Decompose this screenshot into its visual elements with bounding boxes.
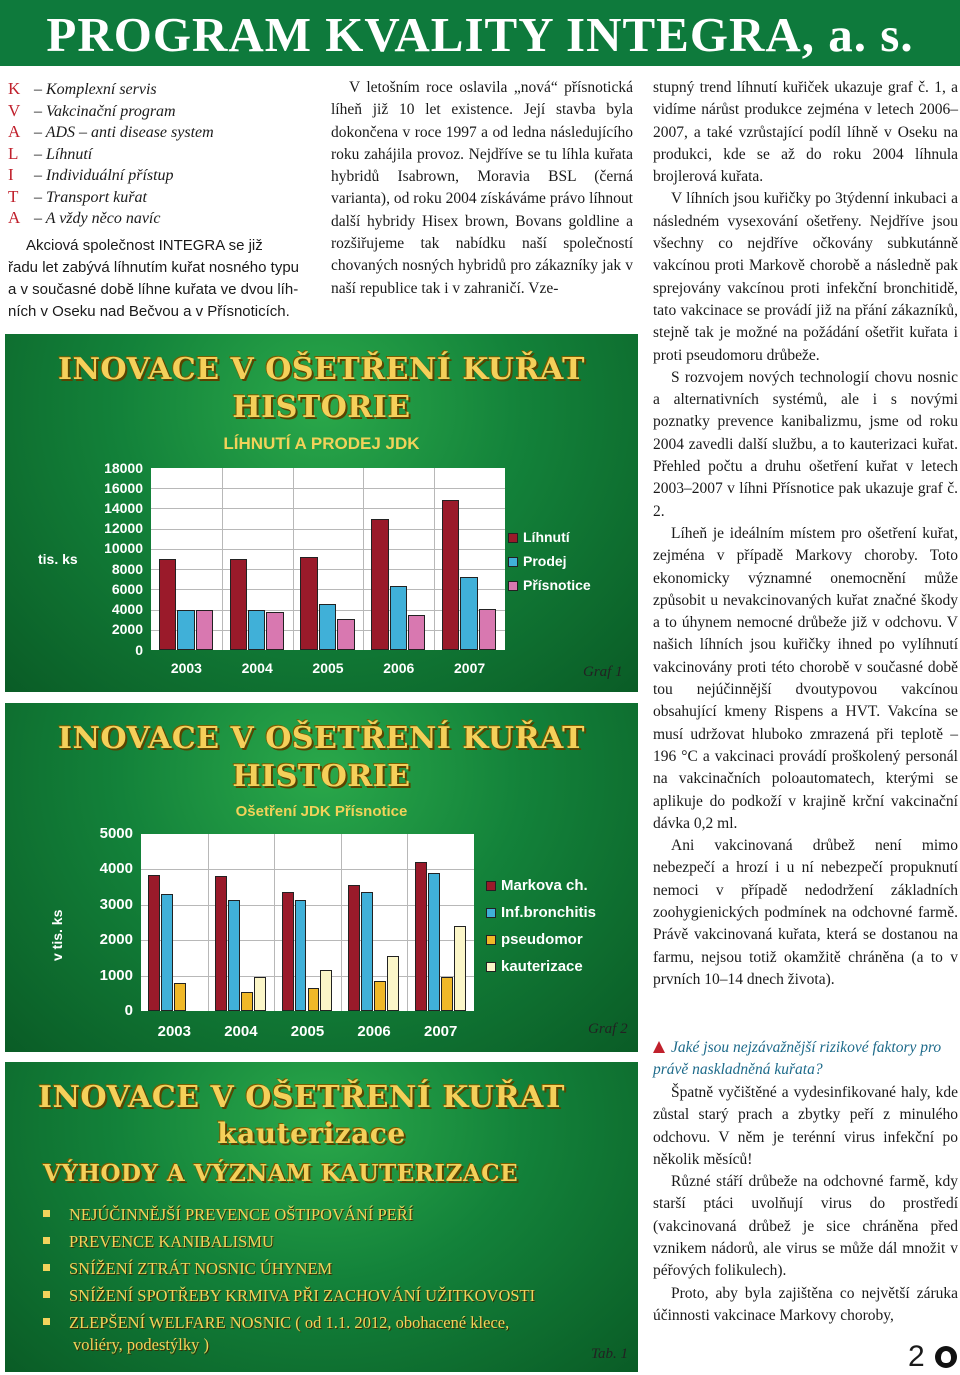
intro-line: a v současné době líhne kuřata ve dvou líh- xyxy=(8,281,299,298)
bar-2006-3 xyxy=(387,956,399,1011)
bar-2003-2 xyxy=(196,610,213,650)
y-tick-label: 2000 xyxy=(99,931,133,949)
column3-text-after xyxy=(653,1082,958,1327)
slide1-title-line1: INOVACE V OŠETŘENÍ KUŘAT xyxy=(58,352,585,387)
acrostic-row xyxy=(8,121,308,143)
x-tick-label: 2003 xyxy=(170,660,202,676)
x-tick-label: 2005 xyxy=(312,660,344,676)
column3-paragraph: Špatně vyčištěné a vydesinfikované haly, kde zůstal starý prach a zbytky peří z minulého odchovu. V něm je terénní virus infekční po několik měsíců! xyxy=(653,1084,958,1168)
chart1-plot-area xyxy=(151,468,505,650)
legend-swatch xyxy=(486,881,496,891)
y-tick-label: 14000 xyxy=(104,500,143,517)
chart2-title: Ošetření JDK Přísnotice xyxy=(235,803,408,820)
acrostic-letter: I xyxy=(8,165,14,184)
chart1-ylabel: tis. ks xyxy=(38,551,78,567)
gridline-vertical xyxy=(208,834,209,1011)
triangle-icon xyxy=(653,1041,665,1053)
legend-swatch xyxy=(486,962,496,972)
column3-paragraph: Líheň je ideálním místem pro ošetření kuřat, zejména v případě Markovy choroby. Toto ekonomicky významné onemocnění může způsobit u nevakcinovaných kuřat značné škody a to úhynem nemocné drůbeže již v odchovu. V našich líhních jsou kuřičky ihned po vylíhnutí vakcinovány proti této chorobě v současné době tou nejúčinnější dvoutypovou vakcínou obsahující kmeny Rispens a HVT. Vakcína se musí udržovat hluboko zmrazená při teplotě –196 °C a vakcinaci provádí proškolený personál na vakcinačních poloautomatech, kterými se aplikuje do podkoží v krajině krční vakcinační dávka 0,2 ml. xyxy=(653,524,958,832)
acrostic-text: – Komplexní servis xyxy=(34,81,157,98)
benefit-item: ZLEPŠENÍ WELFARE NOSNIC ( od 1.1. 2012, obohacené klece, xyxy=(43,1313,509,1333)
y-tick-label: 16000 xyxy=(104,479,143,496)
column3-paragraph: Ani vakcinovaná drůbež není mimo nebezpečí a hrozí i u ní nebezpečí propuknutí nemoci v případě nedodržení základních zoohygienických podmínek na odchovné farmě. Právě vakcinovaná kuřata, která se dostanou na farmu, nejsou totiž okamžitě chráněna (a to v prvních 10–14 dnech života). xyxy=(653,837,958,988)
legend-item xyxy=(486,904,596,921)
acrostic-row xyxy=(8,143,308,165)
legend-swatch xyxy=(508,557,518,567)
benefit-item: PREVENCE KANIBALISMU xyxy=(43,1232,274,1252)
graf2-caption: Graf 2 xyxy=(588,1021,628,1037)
acrostic-row xyxy=(8,100,308,122)
legend-swatch xyxy=(508,533,518,543)
bar-2003-0 xyxy=(148,875,160,1011)
y-tick-label: 3000 xyxy=(99,895,133,913)
bar-2006-2 xyxy=(374,981,386,1011)
legend-label: Markova ch. xyxy=(501,877,588,894)
y-tick-label: 2000 xyxy=(111,621,143,638)
intro-line: Akciová společnost INTEGRA se již xyxy=(26,237,263,254)
graf1-caption: Graf 1 xyxy=(583,664,623,680)
column3-paragraph: Proto, aby byla zajištěna co největší záruka účinnosti vakcinace Markovy choroby, xyxy=(653,1284,958,1324)
acrostic-letter: K xyxy=(8,79,21,98)
acrostic-letter: T xyxy=(8,186,19,206)
legend-item xyxy=(508,553,567,569)
gridline-vertical xyxy=(434,468,435,650)
x-tick-label: 2007 xyxy=(454,660,486,676)
bar-2006-2 xyxy=(408,615,425,650)
bar-2007-2 xyxy=(441,977,453,1011)
question-heading xyxy=(653,1037,958,1082)
bar-2006-1 xyxy=(390,586,407,650)
legend-label: kauterizace xyxy=(501,958,583,975)
acrostic-text: – A vždy něco navíc xyxy=(34,210,161,227)
bar-2006-0 xyxy=(348,885,360,1011)
slide2-title-line1: INOVACE V OŠETŘENÍ KUŘAT xyxy=(58,721,585,756)
intro-line: ních v Oseku nad Bečvou a v Přísnoticích. xyxy=(8,303,290,320)
question-text: Jaké jsou nejzávažnější rizikové faktory pro právě naskladněná kuřata? xyxy=(653,1039,942,1079)
column3-paragraph: stupný trend líhnutí kuřiček ukazuje graf č. 1, a vidíme nárůst produkce zejména v letech 2006–2007, a také vzrůstající podíl líhně v Oseku na produkci, kde se až do roku 2004 líhnula brojlerová kuřata. xyxy=(653,79,958,186)
y-tick-label: 8000 xyxy=(111,560,143,577)
chart1-title: LÍHNUTÍ A PRODEJ JDK xyxy=(223,434,420,453)
y-tick-label: 5000 xyxy=(99,825,133,842)
y-tick-label: 4000 xyxy=(111,601,143,618)
slide-cauterization xyxy=(5,1062,638,1372)
chart2-ylabel: v tis. ks xyxy=(49,909,65,961)
bar-2007-1 xyxy=(460,577,477,650)
benefit-item-continuation: voliéry, podestýlky ) xyxy=(73,1335,209,1354)
slide3-title-line2: kauterizace xyxy=(217,1117,406,1150)
bullet-icon xyxy=(43,1237,50,1244)
bar-2005-0 xyxy=(282,892,294,1011)
y-tick-label: 12000 xyxy=(104,520,143,537)
slide3-title-line1: INOVACE V OŠETŘENÍ KUŘAT xyxy=(38,1080,565,1115)
chart2-plot-area xyxy=(141,834,474,1011)
column2-paragraph: V letošním roce oslavila „nová“ přísnotická líheň již 10 let existence. Její stavba byla dokončena v roce 1997 a od ledna následujícího roku zahájila provoz. Nejdříve se tu líhla kuřata hybridů Isabrown, Moravia BSL (černá varianta), od roku 2004 získáváme právo líhnout další hybridy Hisex brown, Bovans goldline a rozšiřujeme tak nabídku naší společností chovaných nosných hybridů pro zákazníky jak v naší republice tak i v zahraničí. Vze- xyxy=(331,79,633,297)
acrostic-letter: L xyxy=(8,143,19,163)
gridline xyxy=(151,488,505,489)
x-tick-label: 2007 xyxy=(424,1023,458,1040)
acrostic-text: – Individuální přístup xyxy=(34,167,174,184)
intro-paragraph xyxy=(8,235,308,323)
logo-icon xyxy=(935,1346,957,1368)
acrostic-letter: A xyxy=(8,122,21,141)
bar-2007-1 xyxy=(428,873,440,1011)
x-tick-label: 2006 xyxy=(383,660,415,676)
bullet-icon xyxy=(43,1210,50,1217)
gridline-vertical xyxy=(222,468,223,650)
legend-item xyxy=(486,958,583,975)
column3-paragraph: Různé stáří drůbeže na odchovné farmě, kdy starší ptáci uvolňují virus do prostředí (vakcinovaná drůbež je sice chráněna před vznikem nádorů, ale virus se může dál množit v péřových folikulech). xyxy=(653,1173,958,1280)
y-tick-label: 4000 xyxy=(99,860,133,878)
bar-2005-2 xyxy=(337,619,354,650)
x-tick-label: 2004 xyxy=(224,1023,258,1040)
y-tick-label: 0 xyxy=(124,1002,133,1019)
gridline-vertical xyxy=(274,834,275,1011)
benefit-item: SNÍŽENÍ SPOTŘEBY KRMIVA PŘI ZACHOVÁNÍ UŽITKOVOSTI xyxy=(43,1286,535,1306)
column3-text xyxy=(653,77,958,991)
bullet-icon xyxy=(43,1264,50,1271)
slide1-title-line2: HISTORIE xyxy=(232,390,411,425)
bar-2005-1 xyxy=(319,604,336,651)
slide2-title-line2: HISTORIE xyxy=(232,759,411,794)
legend-item xyxy=(508,577,591,593)
gridline-vertical xyxy=(363,468,364,650)
bar-2004-0 xyxy=(230,559,247,650)
bar-2007-0 xyxy=(442,500,459,650)
acrostic-text: – Líhnutí xyxy=(34,145,93,163)
acrostic-row xyxy=(8,186,308,208)
legend-label: Přísnotice xyxy=(523,577,591,593)
gridline-vertical xyxy=(341,834,342,1011)
y-tick-label: 0 xyxy=(135,641,143,658)
legend-swatch xyxy=(486,908,496,918)
bar-2004-3 xyxy=(254,977,266,1011)
x-tick-label: 2004 xyxy=(241,660,273,676)
benefit-item: SNÍŽENÍ ZTRÁT NOSNIC ÚHYNEM xyxy=(43,1259,332,1279)
legend-label: Prodej xyxy=(523,553,567,569)
bar-2004-2 xyxy=(266,612,283,650)
bar-2007-3 xyxy=(454,926,466,1011)
y-tick-label: 6000 xyxy=(111,580,143,597)
acrostic-text: – Transport kuřat xyxy=(34,188,147,206)
tab1-caption: Tab. 1 xyxy=(591,1346,628,1362)
acrostic-row xyxy=(8,78,308,100)
bullet-icon xyxy=(43,1318,50,1325)
intro-line: řadu let zabývá líhnutím kuřat nosného typu xyxy=(8,259,300,276)
bar-2007-2 xyxy=(479,609,496,650)
acrostic-list xyxy=(8,78,308,229)
benefit-item: NEJÚČINNĚJŠÍ PREVENCE OŠTIPOVÁNÍ PEŘÍ xyxy=(43,1205,413,1225)
legend-swatch xyxy=(486,935,496,945)
bar-2004-1 xyxy=(228,900,240,1012)
bar-2003-0 xyxy=(159,559,176,650)
acrostic-letter: A xyxy=(8,208,21,227)
x-tick-label: 2006 xyxy=(357,1023,391,1040)
slide3-heading: VÝHODY A VÝZNAM KAUTERIZACE xyxy=(43,1160,519,1187)
column3-paragraph: S rozvojem nových technologií chovu nosnic a alternativních systémů, ale i s novými poznatky prevence kanibalizmu, jsme od roku 2004 zavedli další službu, a to kauterizaci kuřat. Přehled počtu a druhu ošetření kuřat v letech 2003–2007 v líhni Přísnotice pak ukazuje graf č. 2. xyxy=(653,368,958,520)
legend-item xyxy=(486,877,588,894)
bullet-icon xyxy=(43,1291,50,1298)
acrostic-row xyxy=(8,164,308,186)
y-tick-label: 1000 xyxy=(99,966,133,984)
y-tick-label: 18000 xyxy=(104,459,143,476)
bar-2004-2 xyxy=(241,992,253,1011)
x-tick-label: 2005 xyxy=(290,1023,325,1040)
legend-label: Inf.bronchitis xyxy=(501,904,596,921)
x-tick-label: 2003 xyxy=(157,1023,191,1040)
bar-2003-1 xyxy=(177,610,194,650)
column3-paragraph: V líhních jsou kuřičky po 3týdenní inkubaci a následném vysexování ošetřeny. Nejdříve jsou všechny co nejdříve očkovány subkutánně vakcínou proti Markově chorobě a následně pak sprejovány vakcínou proti infekční bronchitidě, tato vakcinace se provádí již na přání zákazníků, stejně tak je možné na požádání ošetřit kuřata i proti pseudomoru drůbeže. xyxy=(653,190,958,364)
page-number: 2 xyxy=(908,1340,925,1373)
page-header xyxy=(0,0,960,66)
bar-2005-2 xyxy=(308,988,320,1011)
legend-swatch xyxy=(508,581,518,591)
legend-item xyxy=(508,529,570,545)
bar-2003-1 xyxy=(161,894,173,1011)
bar-2005-0 xyxy=(300,557,317,650)
bar-2006-0 xyxy=(371,519,388,650)
y-tick-label: 10000 xyxy=(104,540,143,557)
slide-chart-treatment xyxy=(5,703,638,1052)
bar-2004-1 xyxy=(248,610,265,650)
legend-item xyxy=(486,931,583,948)
slide-chart-hatching xyxy=(5,334,638,692)
column2-text xyxy=(331,77,633,300)
acrostic-letter: V xyxy=(8,100,21,120)
page-title: PROGRAM KVALITY INTEGRA, a. s. xyxy=(46,7,914,62)
legend-label: Líhnutí xyxy=(523,529,570,545)
bar-2007-0 xyxy=(415,862,427,1011)
bar-2006-1 xyxy=(361,892,373,1011)
bar-2005-1 xyxy=(295,900,307,1012)
legend-label: pseudomor xyxy=(501,931,583,948)
bar-2003-2 xyxy=(174,983,186,1011)
gridline-vertical xyxy=(293,468,294,650)
acrostic-row xyxy=(8,207,308,229)
gridline-vertical xyxy=(407,834,408,1011)
bar-2004-0 xyxy=(215,876,227,1011)
acrostic-text: – ADS – anti disease system xyxy=(34,124,214,141)
bar-2005-3 xyxy=(320,970,332,1011)
acrostic-text: – Vakcinační program xyxy=(34,102,176,120)
